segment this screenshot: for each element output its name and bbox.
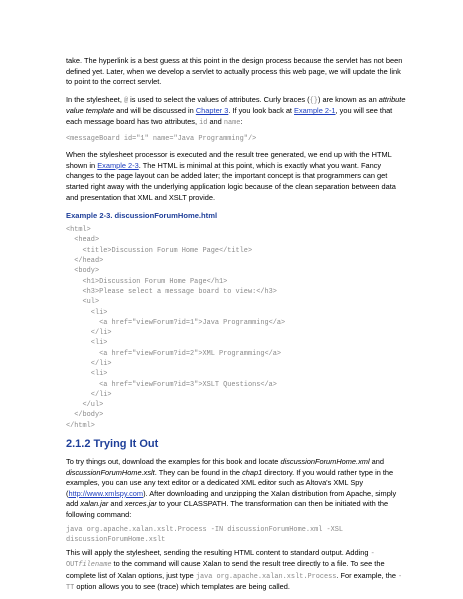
text: directory. If you would rather type in the examples, you can use any text editor or a dedicated XML editor such as Altova's XML Spy ( bbox=[66, 467, 394, 498]
paragraph-result bbox=[66, 150, 406, 203]
text: to your CLASSPATH. The transformation can then be initiated with the following command: bbox=[66, 499, 389, 520]
filename: discussionForumHome.xml bbox=[280, 457, 370, 467]
directory-name: chap1 bbox=[242, 467, 263, 477]
text: . If you look back at bbox=[228, 106, 295, 116]
text: and bbox=[108, 499, 125, 509]
inline-code: -TT bbox=[66, 572, 403, 593]
code-line: <messageBoard id="1" name="Java Programming"/> bbox=[66, 134, 257, 143]
filename: xerces.jar bbox=[124, 499, 157, 509]
filename: discussionForumHome.xslt bbox=[66, 467, 155, 477]
command-code-block: java org.apache.xalan.xslt.Process -IN discussionForumHome.xml -XSL discussionForumHome.xslt bbox=[66, 525, 344, 544]
paragraph-attributes bbox=[66, 95, 406, 129]
text: . The HTML is minimal at this point, which is exactly what you want. Fancy changes to the page layout can be added later; the important concept is that programmers can get started right away with the underlying application logic because of the clean separation between data and presentation that XML and XSLT provide. bbox=[66, 160, 396, 202]
paragraph-trying bbox=[66, 457, 406, 521]
xmlspy-link[interactable]: http://www.xmlspy.com bbox=[68, 488, 144, 498]
section-heading: 2.1.2 Trying It Out bbox=[66, 438, 159, 451]
text: and bbox=[369, 457, 384, 467]
text: To try things out, download the examples for this book and locate bbox=[66, 457, 281, 467]
inline-code: id bbox=[199, 118, 208, 127]
text: is used to select the values of attributes. Curly braces ( bbox=[128, 94, 310, 104]
example-title: Example 2-3. discussionForumHome.html bbox=[66, 211, 218, 221]
text: : bbox=[240, 116, 243, 126]
text: In the stylesheet, bbox=[66, 94, 124, 104]
emphasis: attribute value template bbox=[66, 94, 406, 116]
text: ) are known as an bbox=[317, 94, 379, 104]
chapter-3-link[interactable]: Chapter 3 bbox=[195, 106, 229, 116]
text: to the command will cause Xalan to send the result tree directly to a file. To see the complete list of Xalan options, just type bbox=[66, 559, 385, 580]
example-2-1-link[interactable]: Example 2-1 bbox=[294, 106, 336, 116]
inline-code: java org.apache.xalan.xslt.Process bbox=[195, 572, 337, 581]
filename: xalan.jar bbox=[80, 499, 109, 509]
inline-code-italic: filename bbox=[78, 561, 112, 570]
inline-code: name bbox=[223, 118, 241, 127]
inline-code: @ bbox=[123, 96, 129, 105]
text: . For example, the bbox=[336, 570, 399, 580]
text: When the stylesheet processor is executed and the result tree generated, we end up with the HTML shown in bbox=[66, 150, 392, 170]
document-page bbox=[66, 56, 406, 594]
text: ). After downloading and unzipping the Xalan distribution from Apache, simply add bbox=[66, 488, 397, 509]
text: and bbox=[207, 116, 224, 126]
paragraph-apply bbox=[66, 548, 406, 594]
text: , you will see that each message board has two attributes, bbox=[66, 106, 393, 126]
text: and will be discussed in bbox=[114, 106, 196, 116]
inline-code: {} bbox=[309, 96, 318, 105]
example-code-block: <html> <head> <title>Discussion Forum Home Page</title> </head> <body> <h1>Discussion Forum Home Page</h1> <h3>Please select a message board to view:</h3> <ul> <li> <a href="viewForum?id=1">Java Programming</a> </li> <li> <a href="viewForum?id=2">XML Programming</a> </li> <li> <a href="viewForum?id=3">XSLT Questions</a> </li> </ul> </body> </html> bbox=[66, 226, 286, 430]
example-2-3-link[interactable]: Example 2-3 bbox=[97, 160, 139, 170]
text: . They can be found in the bbox=[154, 467, 243, 477]
paragraph-intro: take. The hyperlink is a best guess at this point in the design process because the servlet has not been defined yet. Later, when we develop a servlet to actually process this web page, we will update the link to point to the correct servlet. bbox=[66, 56, 403, 87]
inline-code: -OUT bbox=[66, 549, 375, 570]
text: option allows you to see (trace) which templates are being called. bbox=[74, 582, 290, 592]
text: This will apply the stylesheet, sending the resulting HTML content to standard output. Adding bbox=[66, 547, 371, 557]
